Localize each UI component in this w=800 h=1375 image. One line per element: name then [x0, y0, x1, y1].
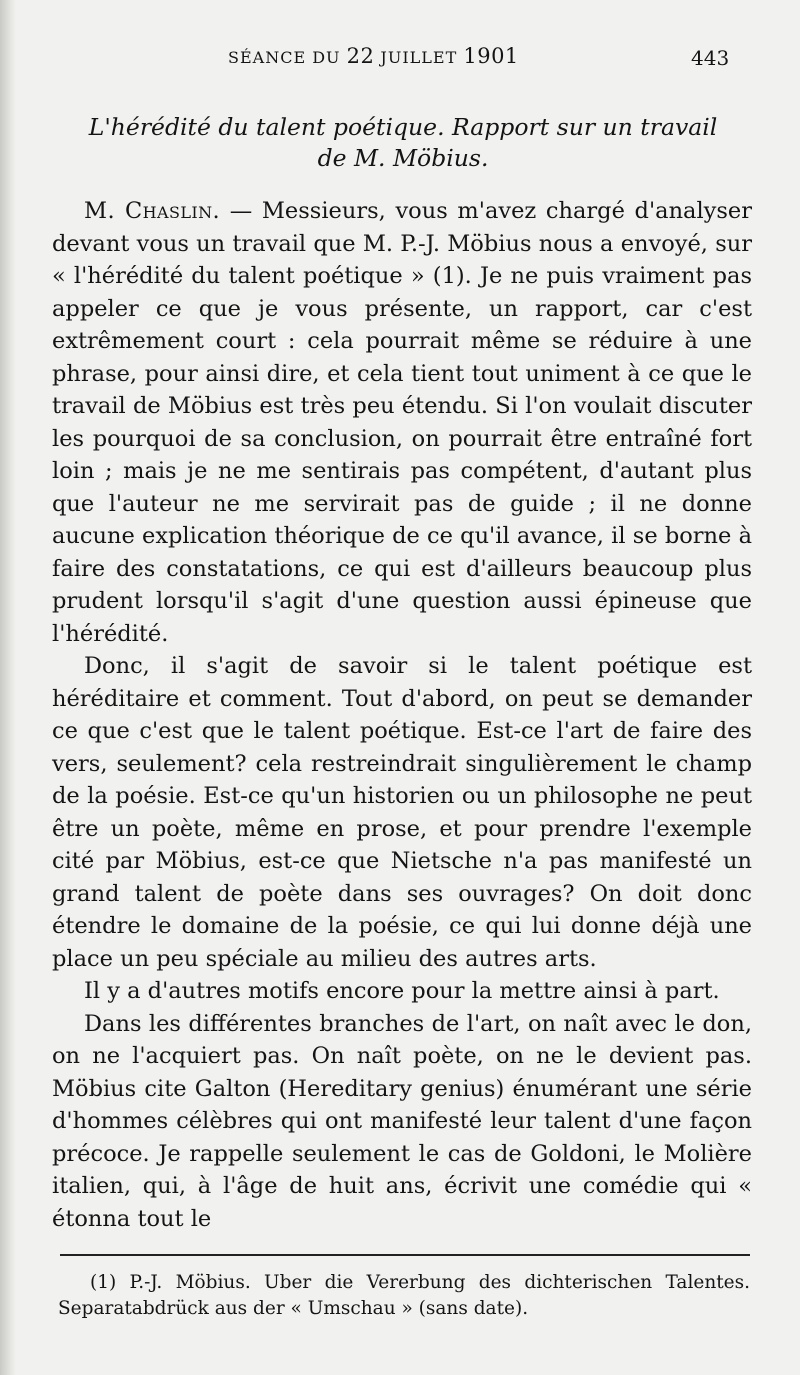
running-head-prefix: SÉANCE DU	[228, 48, 347, 67]
speaker-name: M. Chaslin.	[84, 198, 221, 224]
paragraph: Dans les différentes branches de l'art, on naît avec le don, on ne l'acquiert pas. On naît poète, on ne le devient pas. Möbius cite Galton (Hereditary genius) énumérant une série d'hommes célèbres qui ont manifesté leur talent d'une façon précoce. Je rappelle seulement le cas de Goldoni, le Molière italien, qui, à l'âge de huit ans, écrivit une comédie qui « étonna tout le	[52, 1010, 752, 1232]
running-head-month: JUILLET	[374, 48, 464, 67]
page-number: 443	[691, 46, 730, 70]
running-head	[228, 44, 519, 68]
section-title	[58, 112, 748, 174]
section-title-line-2: de M. Möbius.	[317, 144, 489, 172]
paragraph: Donc, il s'agit de savoir si le talent poétique est héréditaire et comment. Tout d'abord, on peut se demander ce que c'est que le talent poétique. Est-ce l'art de faire des vers, seulement? cela restreindrait singulièrement le champ de la poésie. Est-ce qu'un historien ou un philosophe ne peut être un poète, même en prose, et pour prendre l'exemple cité par Möbius, est-ce que Nietsche n'a pas manifesté un grand talent de poète dans ses ouvrages? On doit donc étendre le domaine de la poésie, ce qui lui donne déjà une place un peu spéciale au milieu des autres arts.	[52, 653, 752, 972]
paragraph	[52, 195, 752, 650]
paragraph-text: — Messieurs, vous m'avez chargé d'analyser devant vous un travail que M. P.-J. Möbius nous a envoyé, sur « l'hérédité du talent poétique » (1). Je ne puis vraiment pas appeler ce que je vous présente, un rapport, car c'est extrêmement court : cela pourrait même se réduire à une phrase, pour ainsi dire, et cela tient tout uniment à ce que le travail de Möbius est très peu étendu. Si l'on voulait discuter les pourquoi de sa conclusion, on pourrait être entraîné fort loin ; mais je ne me sentirais pas compétent, d'autant plus que l'auteur ne me servirait pas de guide ; il ne donne aucune explication théorique de ce qu'il avance, il se borne à faire des constatations, ce qui est d'ailleurs beaucoup plus prudent lorsqu'il s'agit d'une question aussi épineuse que l'hérédité.	[52, 198, 752, 647]
running-head-year: 1901	[463, 44, 519, 68]
paragraph: Il y a d'autres motifs encore pour la mettre ainsi à part.	[84, 978, 720, 1004]
body-text	[52, 195, 752, 1235]
page-spine-shadow	[0, 0, 16, 1375]
footnote-divider	[60, 1254, 750, 1256]
section-title-line-1: L'hérédité du talent poétique. Rapport sur un travail	[88, 113, 718, 141]
page-header	[0, 40, 800, 80]
running-head-day: 22	[346, 44, 375, 68]
footnote-text: (1) P.-J. Möbius. Uber die Vererbung des dichterischen Talentes. Separatabdrück aus der « Umschau » (sans date).	[58, 1272, 750, 1319]
footnote	[58, 1270, 750, 1322]
